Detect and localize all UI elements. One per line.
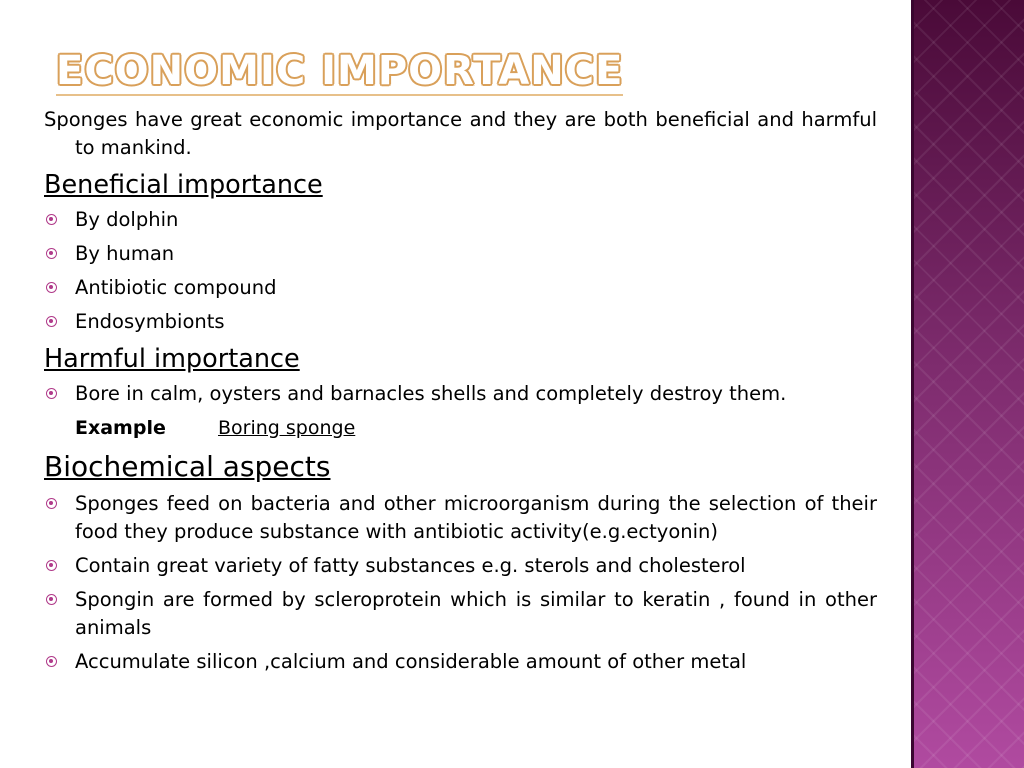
list-item-text: Antibiotic compound (75, 276, 277, 299)
example-value: Boring sponge (218, 417, 356, 439)
list-item (44, 380, 877, 408)
list-item-text: Accumulate silicon ,calcium and considerable amount of other metal (75, 650, 747, 673)
list-item (44, 586, 877, 642)
list-item-text: Spongin are formed by scleroprotein which is similar to keratin , found in other animals (75, 588, 877, 639)
list-item (44, 648, 877, 676)
beneficial-heading: Beneficial importance (44, 170, 323, 200)
list-item-text: Sponges feed on bacteria and other microorganism during the selection of their food they produce substance with antibiotic activity(e.g.ectyonin) (75, 492, 877, 543)
intro-text: Sponges have great economic importance and they are both beneficial and harmful to mankind. (44, 108, 877, 159)
circle-dot-icon (46, 282, 57, 293)
biochemical-heading: Biochemical aspects (44, 450, 331, 483)
list-item (44, 274, 877, 302)
list-item-text: Contain great variety of fatty substances e.g. sterols and cholesterol (75, 554, 746, 577)
circle-dot-icon (46, 498, 57, 509)
circle-dot-icon (46, 248, 57, 259)
biochemical-list (44, 490, 877, 676)
list-item-text: Endosymbionts (75, 310, 225, 333)
list-item (44, 552, 877, 580)
example-row (44, 414, 877, 442)
beneficial-list (44, 206, 877, 336)
circle-dot-icon (46, 594, 57, 605)
circle-dot-icon (46, 388, 57, 399)
list-item (44, 490, 877, 546)
circle-dot-icon (46, 560, 57, 571)
list-item (44, 206, 877, 234)
slide-title: ECONOMIC IMPORTANCE (56, 48, 624, 94)
list-item-text: By human (75, 242, 175, 265)
circle-dot-icon (46, 316, 57, 327)
list-item-text: By dolphin (75, 208, 179, 231)
list-item (44, 308, 877, 336)
circle-dot-icon (46, 214, 57, 225)
slide-content (44, 106, 877, 682)
harmful-heading: Harmful importance (44, 344, 300, 374)
list-item (44, 240, 877, 268)
decorative-side-band (911, 0, 1024, 768)
harmful-list (44, 380, 877, 408)
example-label: Example (75, 417, 166, 439)
circle-dot-icon (46, 656, 57, 667)
list-item-text: Bore in calm, oysters and barnacles shells and completely destroy them. (75, 382, 787, 405)
